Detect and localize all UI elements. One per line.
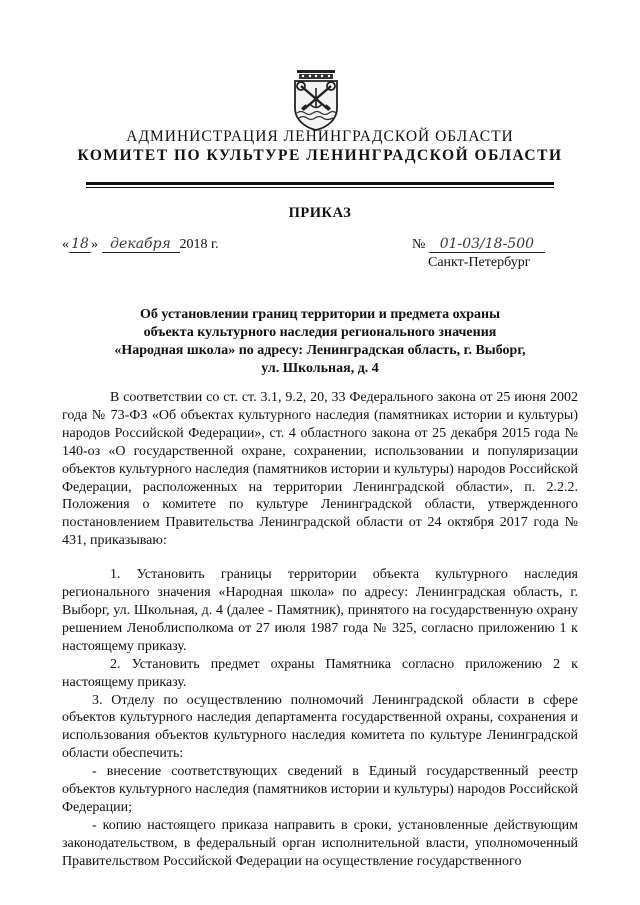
body-paragraph-item-1: 1. Установить границы территории объекта культурного наследия регионального значения «Народная школа» по адресу: Ленинградская область, г. Выборг, ул. Школьная, д. 4 (далее - Памятник), принятого на государственную охрану решением Леноблисполкома от 27 июля 1987 года № 325, согласно приложению 1 к настоящему приказу. (62, 567, 578, 654)
document-date (62, 236, 219, 253)
committee-name: КОМИТЕТ ПО КУЛЬТУРЕ ЛЕНИНГРАДСКОЙ ОБЛАСТИ (77, 147, 563, 164)
date-year: 2018 г. (179, 237, 219, 252)
date-open-quote: « (62, 237, 69, 252)
number-value: 01-03/18-500 (429, 236, 545, 253)
title-line: Об установлении границ территории и предмета охраны (139, 307, 501, 322)
header-divider-thick (86, 182, 554, 185)
coat-of-arms-emblem (283, 66, 349, 132)
body-paragraph-item-3-registry: - внесение соответствующих сведений в Единый государственный реестр объектов культурного наследия (памятников истории и культуры) народов Российской Федерации; (62, 764, 578, 815)
date-month: декабря (102, 236, 180, 253)
title-line: объекта культурного наследия регионального значения (143, 325, 497, 340)
document-type-heading: ПРИКАЗ (288, 205, 352, 221)
body-paragraph-item-2: 2. Установить предмет охраны Памятника согласно приложению 2 к настоящему приказу. (62, 656, 578, 690)
body-paragraph-preamble: В соответствии со ст. ст. 3.1, 9.2, 20, 33 Федерального закона от 25 июня 2002 года № 73-ФЗ «Об объектах культурного наследия (памятниках истории и культуры) народов Российской Федерации», ст. 4 областного закона от 25 декабря 2015 года № 140-оз «О государственной охране, сохранении, использовании и популяризации объектов культурного наследия (памятников истории и культуры) народов Российской Федерации, расположенных на территории Ленинградской области», п. 2.2.2. Положения о комитете по культуре Ленинградской области, утвержденного постановлением Правительства Ленинградской области от 24 октября 2017 года № 431, приказываю: (62, 390, 578, 549)
header-divider-thin (86, 187, 554, 188)
organization-name: АДМИНИСТРАЦИЯ ЛЕНИНГРАДСКОЙ ОБЛАСТИ (126, 128, 514, 145)
title-line: ул. Школьная, д. 4 (261, 361, 379, 376)
body-paragraph-item-3: 3. Отделу по осуществлению полномочий Ленинградской области в сфере объектов культурного наследия департамента государственной охраны, сохранения и использования объектов культурного наследия комитета по культуре Ленинградской области обеспечить: (62, 692, 578, 762)
date-day: 18 (69, 236, 91, 253)
title-line: «Народная школа» по адресу: Ленинградская область, г. Выборг, (114, 343, 526, 358)
document-title (60, 306, 580, 378)
date-close-quote: » (91, 237, 98, 252)
document-number (412, 236, 545, 253)
document-body (62, 389, 578, 871)
document-city: Санкт-Петербург (428, 255, 531, 270)
number-prefix: № (412, 237, 426, 252)
body-paragraph-item-3-copy: - копию настоящего приказа направить в сроки, установленные действующим законодательством, в федеральный орган исполнительной власти, уполномоченный Правительством Российской Федерации на осуществление государственного (62, 817, 578, 869)
